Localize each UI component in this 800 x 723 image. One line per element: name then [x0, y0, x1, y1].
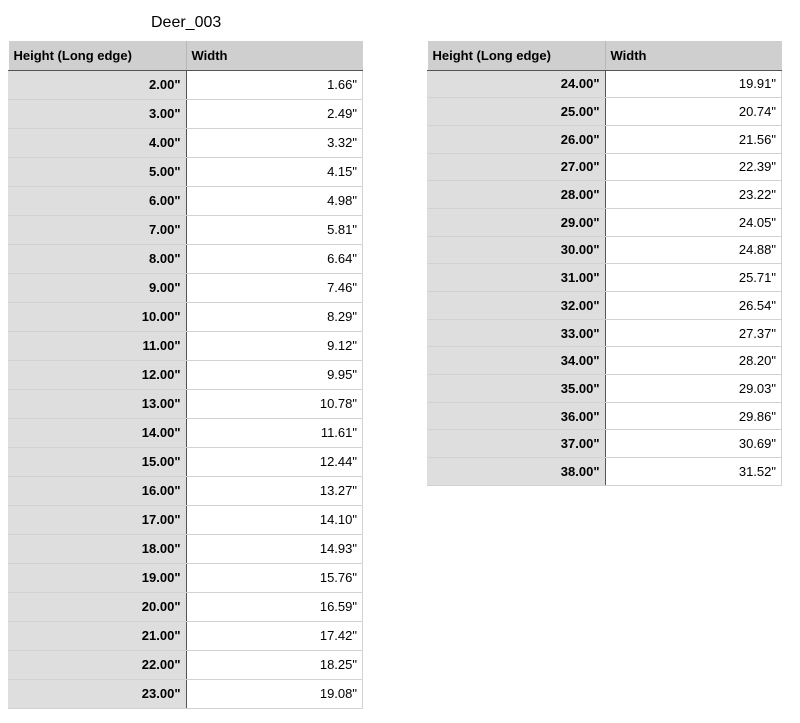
- height-cell[interactable]: 6.00": [9, 186, 187, 215]
- height-cell[interactable]: 5.00": [9, 157, 187, 186]
- width-cell[interactable]: 28.20": [605, 347, 782, 375]
- width-cell[interactable]: 31.52": [605, 458, 782, 486]
- table-row: [428, 319, 782, 347]
- height-cell[interactable]: 23.00": [9, 679, 187, 708]
- height-cell[interactable]: 27.00": [428, 153, 606, 181]
- width-cell[interactable]: 9.12": [186, 331, 363, 360]
- height-cell[interactable]: 36.00": [428, 402, 606, 430]
- table-row: [428, 125, 782, 153]
- width-cell[interactable]: 17.42": [186, 621, 363, 650]
- width-cell[interactable]: 24.88": [605, 236, 782, 264]
- height-cell[interactable]: 20.00": [9, 592, 187, 621]
- height-cell[interactable]: 26.00": [428, 125, 606, 153]
- width-cell[interactable]: 25.71": [605, 264, 782, 292]
- height-cell[interactable]: 10.00": [9, 302, 187, 331]
- table-body: [428, 70, 782, 485]
- height-cell[interactable]: 30.00": [428, 236, 606, 264]
- width-cell[interactable]: 15.76": [186, 563, 363, 592]
- table-row: [9, 650, 363, 679]
- table-row: [9, 534, 363, 563]
- width-cell[interactable]: 12.44": [186, 447, 363, 476]
- table-row: [428, 347, 782, 375]
- table-row: [9, 679, 363, 708]
- width-cell[interactable]: 22.39": [605, 153, 782, 181]
- table-row: [428, 402, 782, 430]
- width-cell[interactable]: 3.32": [186, 128, 363, 157]
- column-header-height[interactable]: Height (Long edge): [428, 41, 606, 70]
- height-cell[interactable]: 11.00": [9, 331, 187, 360]
- height-cell[interactable]: 2.00": [9, 70, 187, 99]
- table-row: [9, 592, 363, 621]
- height-cell[interactable]: 29.00": [428, 208, 606, 236]
- height-cell[interactable]: 38.00": [428, 458, 606, 486]
- width-cell[interactable]: 2.49": [186, 99, 363, 128]
- height-cell[interactable]: 13.00": [9, 389, 187, 418]
- table-row: [9, 273, 363, 302]
- table-row: [9, 476, 363, 505]
- width-cell[interactable]: 6.64": [186, 244, 363, 273]
- table-row: [428, 181, 782, 209]
- width-cell[interactable]: 10.78": [186, 389, 363, 418]
- column-header-height[interactable]: Height (Long edge): [9, 41, 187, 70]
- column-header-width[interactable]: Width: [186, 41, 363, 70]
- height-cell[interactable]: 7.00": [9, 215, 187, 244]
- table-row: [9, 621, 363, 650]
- table-header-row: [9, 41, 363, 70]
- height-cell[interactable]: 28.00": [428, 181, 606, 209]
- height-cell[interactable]: 12.00": [9, 360, 187, 389]
- width-cell[interactable]: 13.27": [186, 476, 363, 505]
- width-cell[interactable]: 26.54": [605, 292, 782, 320]
- width-cell[interactable]: 19.91": [605, 70, 782, 98]
- table-row: [9, 302, 363, 331]
- height-cell[interactable]: 18.00": [9, 534, 187, 563]
- height-cell[interactable]: 21.00": [9, 621, 187, 650]
- table-row: [9, 563, 363, 592]
- width-cell[interactable]: 11.61": [186, 418, 363, 447]
- table-row: [9, 128, 363, 157]
- height-cell[interactable]: 9.00": [9, 273, 187, 302]
- table-row: [9, 360, 363, 389]
- table-row: [428, 264, 782, 292]
- height-cell[interactable]: 14.00": [9, 418, 187, 447]
- width-cell[interactable]: 4.15": [186, 157, 363, 186]
- width-cell[interactable]: 20.74": [605, 98, 782, 126]
- height-cell[interactable]: 15.00": [9, 447, 187, 476]
- table-row: [428, 292, 782, 320]
- width-cell[interactable]: 16.59": [186, 592, 363, 621]
- height-cell[interactable]: 32.00": [428, 292, 606, 320]
- table-row: [9, 505, 363, 534]
- width-cell[interactable]: 19.08": [186, 679, 363, 708]
- table-row: [428, 430, 782, 458]
- height-cell[interactable]: 19.00": [9, 563, 187, 592]
- width-cell[interactable]: 18.25": [186, 650, 363, 679]
- width-cell[interactable]: 30.69": [605, 430, 782, 458]
- size-table-right: [427, 41, 782, 486]
- height-cell[interactable]: 3.00": [9, 99, 187, 128]
- table-row: [9, 331, 363, 360]
- width-cell[interactable]: 14.10": [186, 505, 363, 534]
- table-row: [428, 375, 782, 403]
- table-row: [428, 98, 782, 126]
- size-table-left: [8, 41, 363, 709]
- table-row: [9, 99, 363, 128]
- height-cell[interactable]: 8.00": [9, 244, 187, 273]
- table-row: [9, 447, 363, 476]
- height-cell[interactable]: 25.00": [428, 98, 606, 126]
- table-row: [9, 70, 363, 99]
- column-header-width[interactable]: Width: [605, 41, 782, 70]
- width-cell[interactable]: 1.66": [186, 70, 363, 99]
- width-cell[interactable]: 4.98": [186, 186, 363, 215]
- height-cell[interactable]: 22.00": [9, 650, 187, 679]
- table-row: [9, 418, 363, 447]
- width-cell[interactable]: 5.81": [186, 215, 363, 244]
- table-body: [9, 70, 363, 708]
- table-row: [428, 208, 782, 236]
- document-title: Deer_003: [151, 14, 222, 31]
- width-cell[interactable]: 24.05": [605, 208, 782, 236]
- height-cell[interactable]: 33.00": [428, 319, 606, 347]
- table-header-row: [428, 41, 782, 70]
- height-cell[interactable]: 24.00": [428, 70, 606, 98]
- width-cell[interactable]: 29.86": [605, 402, 782, 430]
- width-cell[interactable]: 9.95": [186, 360, 363, 389]
- height-cell[interactable]: 31.00": [428, 264, 606, 292]
- width-cell[interactable]: 27.37": [605, 319, 782, 347]
- width-cell[interactable]: 7.46": [186, 273, 363, 302]
- width-cell[interactable]: 8.29": [186, 302, 363, 331]
- table-row: [428, 236, 782, 264]
- width-cell[interactable]: 14.93": [186, 534, 363, 563]
- height-cell[interactable]: 17.00": [9, 505, 187, 534]
- table-row: [9, 215, 363, 244]
- table-row: [428, 458, 782, 486]
- width-cell[interactable]: 23.22": [605, 181, 782, 209]
- table-row: [9, 389, 363, 418]
- table-row: [428, 153, 782, 181]
- height-cell[interactable]: 4.00": [9, 128, 187, 157]
- width-cell[interactable]: 21.56": [605, 125, 782, 153]
- height-cell[interactable]: 34.00": [428, 347, 606, 375]
- width-cell[interactable]: 29.03": [605, 375, 782, 403]
- height-cell[interactable]: 35.00": [428, 375, 606, 403]
- height-cell[interactable]: 37.00": [428, 430, 606, 458]
- table-row: [9, 157, 363, 186]
- table-row: [9, 244, 363, 273]
- table-row: [428, 70, 782, 98]
- table-row: [9, 186, 363, 215]
- height-cell[interactable]: 16.00": [9, 476, 187, 505]
